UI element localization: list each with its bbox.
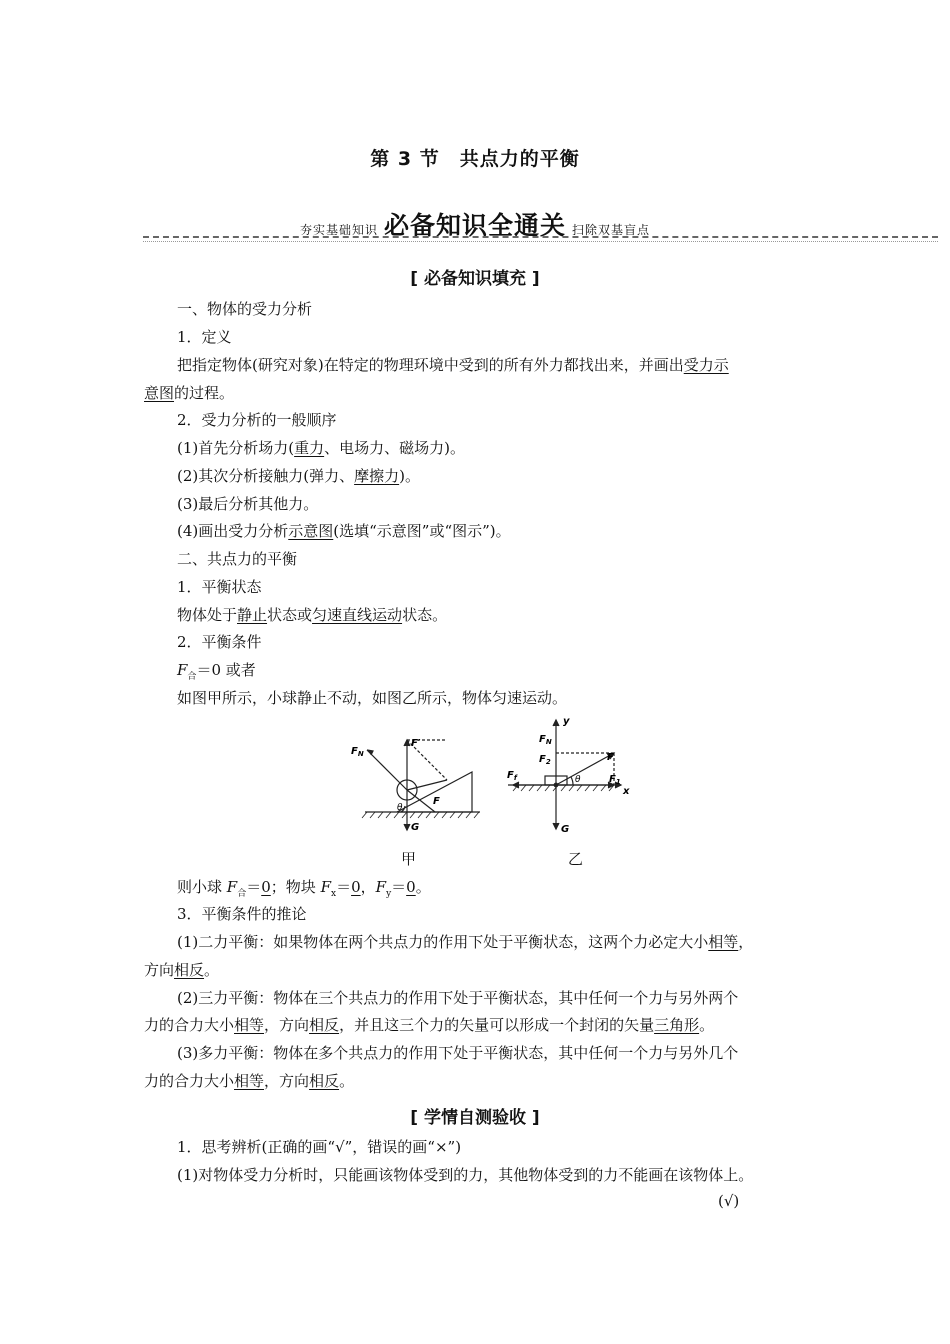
fig2-ff-label: $F_f$ <box>507 770 517 782</box>
figure-caption-yi: 乙 <box>568 850 584 868</box>
fig1-fprime-label: F′ <box>411 738 421 749</box>
banner-left: 夯实基础知识 <box>299 223 378 237</box>
order-item-1: (1)首先分析场力(重力、电场力、磁场力)。 <box>177 439 465 457</box>
figure-caption-jia: 甲 <box>401 850 417 868</box>
subheading-state: 1．平衡状态 <box>177 578 262 596</box>
order-item-4: (4)画出受力分析示意图(选填“示意图”或“图示”)。 <box>177 522 511 540</box>
subheading-corollary: 3．平衡条件的推论 <box>177 905 307 923</box>
result-text: 则小球 $F_合=0$；物块 $F_x=0$，$F_y=0$。 <box>177 878 431 899</box>
banner-center: 必备知识全通关 <box>383 211 566 240</box>
condition-formula: $F_合=0$ 或者 <box>177 661 256 682</box>
fig1-theta-label: θ <box>397 803 403 813</box>
figure-jia <box>345 720 485 838</box>
subheading-order: 2．受力分析的一般顺序 <box>177 411 337 429</box>
corollary-1-cont: 方向相反。 <box>144 961 220 979</box>
section-heading-knowledge: [ 必备知识填充 ] <box>410 269 540 289</box>
fig2-f2-label: $F_2$ <box>539 754 551 766</box>
fig2-theta-label: θ <box>575 775 581 785</box>
fig2-y-label: y <box>563 716 570 727</box>
fig1-f-label: F <box>433 796 440 807</box>
question-1-heading: 1．思考辨析(正确的画“√”，错误的画“×”) <box>177 1138 462 1156</box>
fig2-f1-label: $F_1$ <box>609 774 621 786</box>
page-title: 第 3 节 共点力的平衡 <box>370 148 580 170</box>
corollary-2: (2)三力平衡：物体在三个共点力的作用下处于平衡状态，其中任何一个力与另外两个 <box>177 989 739 1007</box>
fig1-g-label: G <box>411 822 420 833</box>
subheading-definition: 1．定义 <box>177 328 232 346</box>
banner-divider <box>143 236 938 238</box>
fig2-g-label: G <box>561 824 570 835</box>
corollary-3: (3)多力平衡：物体在多个共点力的作用下处于平衡状态，其中任何一个力与另外几个 <box>177 1044 739 1062</box>
question-1-item-1: (1)对物体受力分析时，只能画该物体受到的力，其他物体受到的力不能画在该物体上。 <box>177 1166 754 1184</box>
banner-divider-dotted <box>143 241 938 242</box>
figure-intro: 如图甲所示，小球静止不动，如图乙所示，物体匀速运动。 <box>177 689 568 707</box>
section-heading-selftest: [ 学情自测验收 ] <box>410 1108 540 1128</box>
banner-right: 扫除双基盲点 <box>572 223 651 237</box>
subheading-condition: 2．平衡条件 <box>177 633 262 651</box>
figure-yi <box>503 714 638 836</box>
definition-text-cont: 意图的过程。 <box>144 384 235 402</box>
fig2-fn-label: $F_N$ <box>539 734 552 746</box>
corollary-2-cont: 力的合力大小相等，方向相反，并且这三个力的矢量可以形成一个封闭的矢量三角形。 <box>144 1016 715 1034</box>
heading-force-analysis: 一、物体的受力分析 <box>177 300 313 318</box>
order-item-2: (2)其次分析接触力(弹力、摩擦力)。 <box>177 467 420 485</box>
fig2-f-label: F <box>607 752 614 763</box>
corollary-1: (1)二力平衡：如果物体在两个共点力的作用下处于平衡状态，这两个力必定大小相等， <box>177 933 754 951</box>
definition-text: 把指定物体(研究对象)在特定的物理环境中受到的所有外力都找出来，并画出受力示 <box>177 356 729 374</box>
fig2-x-label: x <box>623 786 630 797</box>
fig1-fn-label: $F_N$ <box>351 746 364 758</box>
order-item-3: (3)最后分析其他力。 <box>177 495 319 513</box>
answer-mark: (√) <box>718 1192 740 1210</box>
heading-equilibrium: 二、共点力的平衡 <box>177 550 298 568</box>
state-text: 物体处于静止状态或匀速直线运动状态。 <box>177 606 448 624</box>
corollary-3-cont: 力的合力大小相等，方向相反。 <box>144 1072 355 1090</box>
